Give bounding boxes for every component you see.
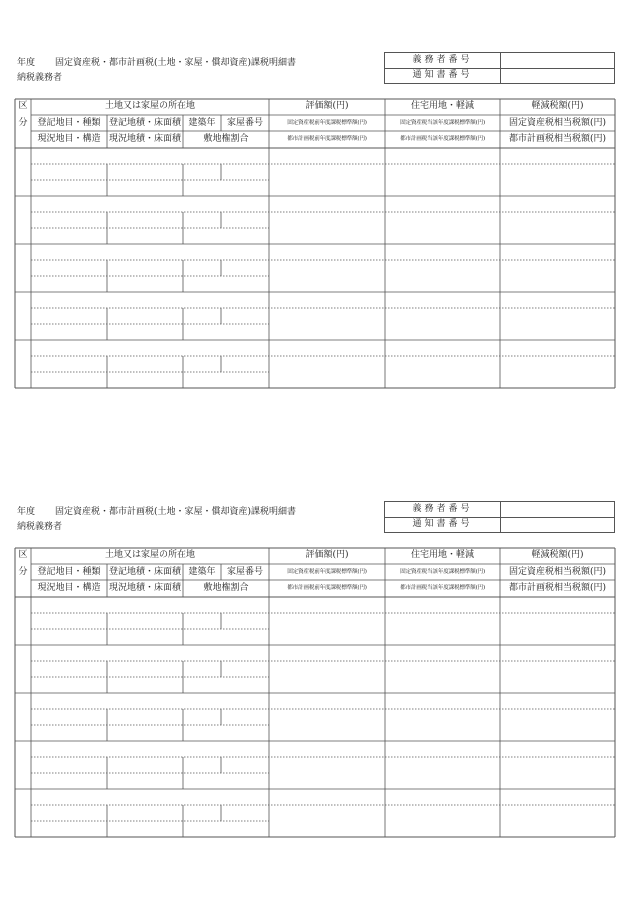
header-reg-category: 登記地目・種類 [37,118,101,128]
header-kubun-2: 分 [18,567,28,577]
header-city-tax: 都市計画税相当税額(円) [508,583,607,593]
taxpayer-label: 納税義務者 [17,73,63,83]
obligor-number-label: 義務者番号 [385,502,501,517]
header-assessed-value: 評価額(円) [305,550,349,560]
tax-detail-form-2 [0,449,630,809]
header-residential: 住宅用地・軽減 [410,550,474,560]
header-actual-area: 現況地積・床面積 [108,583,181,593]
header-location: 土地又は家屋の所在地 [104,101,195,111]
header-reg-area: 登記地積・床面積 [108,567,181,577]
header-city-tax: 都市計画税相当税額(円) [508,134,607,144]
detail-table-grid [0,0,630,400]
tax-detail-form-1 [0,0,630,360]
obligor-number-label: 義務者番号 [385,53,501,68]
header-fixed-prev-base: 固定資産税前年度課税標準額(円) [287,569,367,575]
header-city-curr-base: 都市計画税当該年度課税標準額(円) [400,585,485,591]
year-label: 年度 [17,58,36,68]
header-assessed-value: 評価額(円) [305,101,349,111]
year-label: 年度 [17,507,36,517]
taxpayer-label: 納税義務者 [17,522,63,532]
header-city-prev-base: 都市計画税前年度課税標準額(円) [287,136,367,142]
header-house-number: 家屋番号 [226,118,263,128]
header-reduced-tax: 軽減税額(円) [531,550,584,560]
header-build-year: 建築年 [188,118,216,128]
form-title: 固定資産税・都市計画税(土地・家屋・償却資産)課税明細書 [55,58,297,68]
notice-number-label: 通知書番号 [385,517,501,532]
header-residential: 住宅用地・軽減 [410,101,474,111]
header-actual-category: 現況地目・構造 [37,583,101,593]
detail-table-grid [0,449,630,849]
header-kubun-1: 区 [18,101,28,111]
form-title: 固定資産税・都市計画税(土地・家屋・償却資産)課税明細書 [55,507,297,517]
header-fixed-curr-base: 固定資産税当該年度課税標準額(円) [400,120,485,126]
header-fixed-tax: 固定資産税相当税額(円) [508,118,607,128]
notice-number-label: 通知書番号 [385,68,501,83]
header-kubun-2: 分 [18,118,28,128]
header-fixed-prev-base: 固定資産税前年度課税標準額(円) [287,120,367,126]
header-kubun-1: 区 [18,550,28,560]
header-house-number: 家屋番号 [226,567,263,577]
header-site-ratio: 敷地権割合 [203,583,249,593]
header-reduced-tax: 軽減税額(円) [531,101,584,111]
header-city-curr-base: 都市計画税当該年度課税標準額(円) [400,136,485,142]
header-build-year: 建築年 [188,567,216,577]
header-location: 土地又は家屋の所在地 [104,550,195,560]
header-city-prev-base: 都市計画税前年度課税標準額(円) [287,585,367,591]
header-reg-area: 登記地積・床面積 [108,118,181,128]
header-site-ratio: 敷地権割合 [203,134,249,144]
header-fixed-tax: 固定資産税相当税額(円) [508,567,607,577]
header-reg-category: 登記地目・種類 [37,567,101,577]
header-actual-category: 現況地目・構造 [37,134,101,144]
header-fixed-curr-base: 固定資産税当該年度課税標準額(円) [400,569,485,575]
header-actual-area: 現況地積・床面積 [108,134,181,144]
